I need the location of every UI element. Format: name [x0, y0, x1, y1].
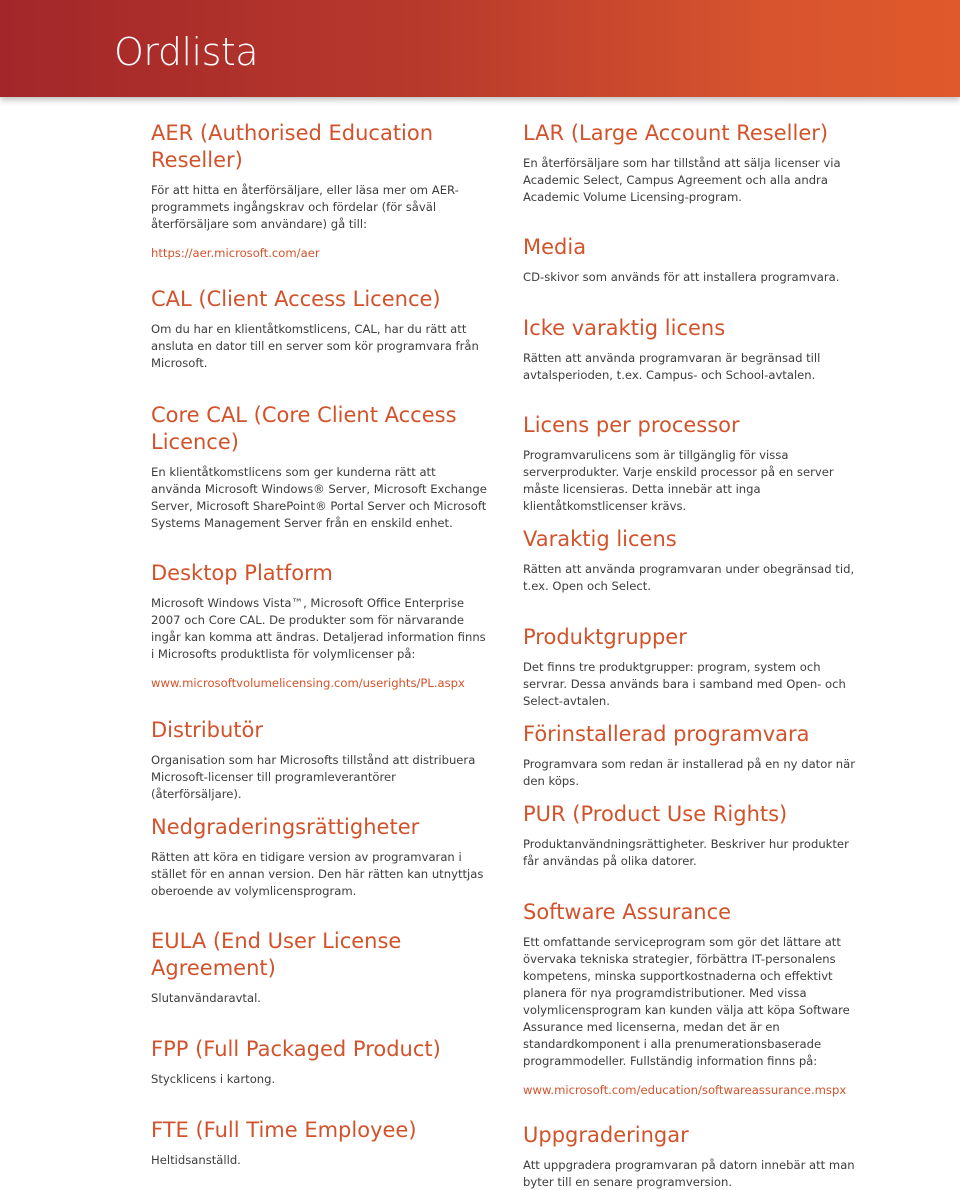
- term-heading: AER (Authorised Education Reseller): [151, 121, 434, 172]
- term-heading: Förinstallerad programvara: [523, 722, 810, 746]
- glossary-entry: [523, 412, 868, 515]
- term-heading: LAR (Large Account Reseller): [523, 121, 829, 145]
- term-description: Rätten att använda programvaran under obegränsad tid, t.ex. Open och Select.: [523, 562, 855, 593]
- term-description: Produktanvändningsrättigheter. Beskriver hur produkter får användas på olika datorer.: [523, 837, 849, 868]
- term-heading: Icke varaktig licens: [523, 316, 726, 340]
- term-description: För att hitta en återförsäljare, eller läsa mer om AER-programmets ingångskrav och fördelar (för såväl återförsäljare som användare) gå till:: [151, 183, 459, 231]
- term-description: En klientåtkomstlicens som ger kunderna rätt att använda Microsoft Windows® Server, Microsoft Exchange Server, Microsoft SharePoint® Portal Server och Microsoft Systems Management Server från en enskild enhet.: [151, 465, 487, 530]
- glossary-entry: [151, 814, 487, 900]
- glossary-entry: [151, 1036, 487, 1088]
- term-description: Att uppgradera programvaran på datorn innebär att man byter till en senare programversion.: [523, 1158, 855, 1189]
- term-heading: Licens per processor: [523, 413, 740, 437]
- term-heading: CAL (Client Access Licence): [151, 287, 441, 311]
- glossary-entry: [151, 560, 487, 692]
- term-heading: Uppgraderingar: [523, 1123, 689, 1147]
- glossary-entry: [523, 801, 868, 870]
- term-heading: Media: [523, 235, 587, 259]
- glossary-entry: [523, 526, 868, 595]
- header-banner: [0, 0, 960, 97]
- term-heading: EULA (End User License Agreement): [151, 929, 402, 980]
- term-description: Stycklicens i kartong.: [151, 1072, 276, 1086]
- glossary-entry: [151, 120, 487, 262]
- volume-licensing-link[interactable]: www.microsoftvolumelicensing.com/userights/PL.aspx: [151, 676, 465, 690]
- term-description: Microsoft Windows Vista™, Microsoft Office Enterprise 2007 och Core CAL. De produkter som för närvarande ingår kan komma att ändras. Detaljerad information finns i Microsofts produktlista för volymlicenser på:: [151, 596, 486, 661]
- glossary-entry: [523, 721, 868, 790]
- glossary-entry: [151, 286, 487, 372]
- glossary-entry: [523, 624, 868, 710]
- term-description: Ett omfattande serviceprogram som gör det lättare att övervaka tekniska strategier, förbättra IT-personalens kompetens, minska supportkostnaderna och effektivt planera för nya programdistributioner. Med vissa volymlicensprogram kan kunden välja att köpa Software Assurance med licenserna, medan det är en standardkomponent i alla prenumerationsbaserade programmodeller. Fullständig information finns på:: [523, 935, 850, 1068]
- term-description: Programvarulicens som är tillgänglig för vissa serverprodukter. Varje enskild processor på en server måste licensieras. Detta innebär att inga klientåtkomstlicenser krävs.: [523, 448, 834, 513]
- term-description: Det finns tre produktgrupper: program, system och servrar. Dessa används bara i samband med Open- och Select-avtalen.: [523, 660, 846, 708]
- term-heading: PUR (Product Use Rights): [523, 802, 788, 826]
- term-heading: Distributör: [151, 718, 264, 742]
- term-heading: Produktgrupper: [523, 625, 687, 649]
- term-heading: Desktop Platform: [151, 561, 333, 585]
- glossary-entry: [151, 1117, 487, 1169]
- term-description: CD-skivor som används för att installera programvara.: [523, 270, 840, 284]
- term-description: Programvara som redan är installerad på en ny dator när den köps.: [523, 757, 855, 788]
- term-description: Slutanvändaravtal.: [151, 991, 261, 1005]
- page-title: Ordlista: [114, 30, 259, 74]
- glossary-entry: [151, 402, 487, 532]
- term-heading: Varaktig licens: [523, 527, 677, 551]
- term-heading: Core CAL (Core Client Access Licence): [151, 403, 457, 454]
- term-heading: FTE (Full Time Employee): [151, 1118, 417, 1142]
- term-heading: Software Assurance: [523, 900, 732, 924]
- term-description: Rätten att köra en tidigare version av programvaran i stället för en annan version. Den här rätten kan utnyttjas oberoende av volymlicensprogram.: [151, 850, 484, 898]
- glossary-entry: [523, 120, 868, 206]
- term-description: Rätten att använda programvaran är begränsad till avtalsperioden, t.ex. Campus- och School-avtalen.: [523, 351, 821, 382]
- glossary-entry: [151, 717, 487, 803]
- glossary-entry: [523, 1122, 868, 1190]
- glossary-entry: [523, 234, 868, 286]
- term-description: Organisation som har Microsofts tillstånd att distribuera Microsoft-licenser till programleverantörer (återförsäljare).: [151, 753, 476, 801]
- glossary-entry: [523, 899, 868, 1099]
- term-description: Heltidsanställd.: [151, 1153, 241, 1167]
- term-heading: FPP (Full Packaged Product): [151, 1037, 441, 1061]
- glossary-entry: [151, 928, 487, 1007]
- software-assurance-link[interactable]: www.microsoft.com/education/softwareassurance.mspx: [523, 1083, 847, 1097]
- glossary-entry: [523, 315, 868, 384]
- term-description: En återförsäljare som har tillstånd att sälja licenser via Academic Select, Campus Agreement och alla andra Academic Volume Licensing-program.: [523, 156, 841, 204]
- term-description: Om du har en klientåtkomstlicens, CAL, har du rätt att ansluta en dator till en server som kör programvara från Microsoft.: [151, 322, 479, 370]
- term-heading: Nedgraderingsrättigheter: [151, 815, 420, 839]
- aer-link[interactable]: https://aer.microsoft.com/aer: [151, 246, 320, 260]
